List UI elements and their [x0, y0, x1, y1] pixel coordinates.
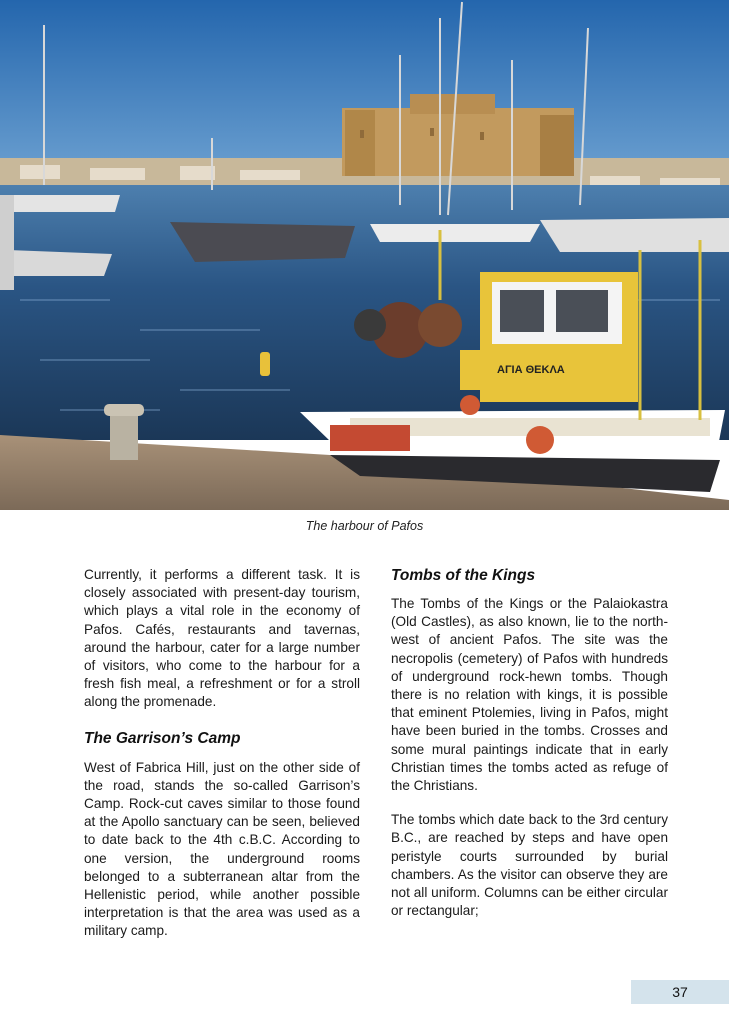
harbour-photo: [0, 0, 729, 510]
bollard: [104, 404, 144, 460]
tombs-paragraph-2: The tombs which date back to the 3rd century B.C., are reached by steps and have open peristyle courts surrounded by burial chambers. As the visitor can observe they are not all uniform. Columns can be either circular or rectangular;: [391, 812, 668, 919]
page-number: 37: [631, 980, 729, 1004]
garrison-camp-paragraph: West of Fabrica Hill, just on the other side of the road, stands the so-called Garrison’s Camp. Rock-cut caves similar to those found at the Apollo sanctuary can be seen, believed to date back to the 4th c.B.C. According to one version, the underground rooms belonged to a subterranean altar from the Hellenistic period, while another possible interpretation is that the area was used as a military camp.: [84, 759, 360, 939]
tombs-paragraph-1: The Tombs of the Kings or the Palaiokastra (Old Castles), as also known, lie to the north-west of ancient Pafos. The site was the necropolis (cemetery) of Pafos with hundreds of underground rock-hewn tombs. Though there is no relation with kings, it is possible that eminent Ptolemies, living in Pafos, might have been buried in the tombs. Crosses and some mural paintings indicate that in early Christian times the tombs acted as refuge of the Christians.: [391, 596, 668, 794]
photo-caption: The harbour of Pafos: [305, 519, 424, 533]
garrison-camp-heading: The Garrison’s Camp: [84, 729, 241, 747]
right-column: [391, 566, 668, 920]
tombs-of-the-kings-heading: Tombs of the Kings: [391, 567, 536, 584]
intro-paragraph: Currently, it performs a different task. It is closely associated with present-day tourism, which plays a vital role in the economy of Pafos. Cafés, restaurants and tavernas, around the harbour, cater for a large number of visitors, who come to the harbour for a fresh fish meal, a refreshment or for a stroll along the promenade.: [84, 567, 360, 710]
left-column: [84, 566, 360, 941]
svg-text:ΑΓΙΑ ΘΕΚΛΑ: ΑΓΙΑ ΘΕΚΛΑ: [497, 364, 565, 376]
